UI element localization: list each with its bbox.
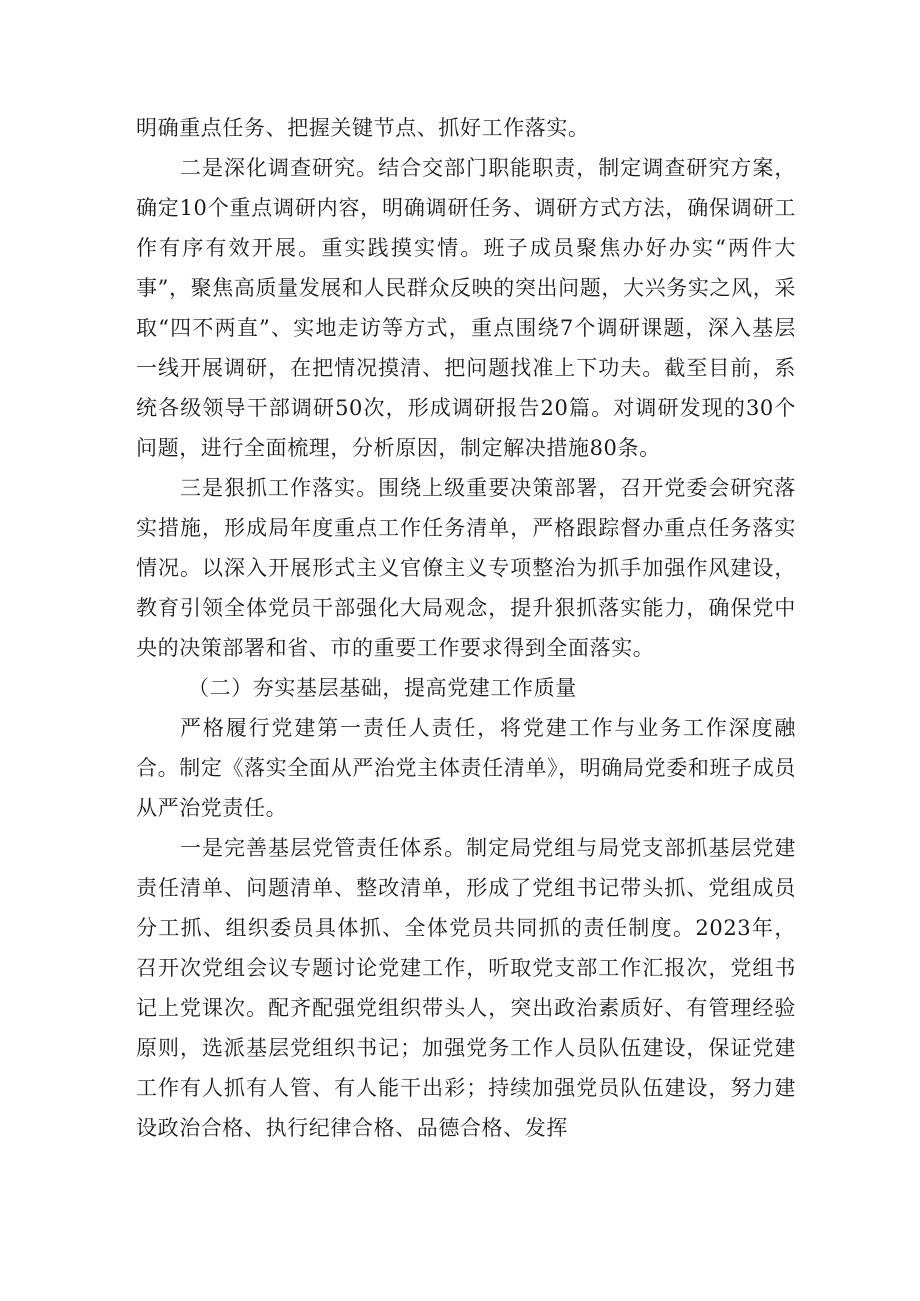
paragraph-deepen-research: 二是深化调查研究。结合交部门职能职责，制定调查研究方案，确定10个重点调研内容，明确调研任务、调研方式方法，确保调研工作有序有效开展。重实践摸实情。班子成员聚焦办好办实“两件大事”，聚焦高质量发展和人民群众反映的突出问题，大兴务实之风，采取“四不两直”、实地走访等方式，重点围绕7个调研课题，深入基层一线开展调研，在把情况摸清、把问题找准上下功夫。截至目前，系统各级领导干部调研50次，形成调研报告20篇。对调研发现的30个问题，进行全面梳理，分析原因，制定解决措施80条。 — [136, 156, 796, 460]
document-body — [136, 108, 796, 1148]
paragraph-grassroots-system: 一是完善基层党管责任体系。制定局党组与局党支部抓基层党建责任清单、问题清单、整改清单，形成了党组书记带头抓、党组成员分工抓、组织委员具体抓、全体党员共同抓的责任制度。2023年，召开次党组会议专题讨论党建工作，听取党支部工作汇报次，党组书记上党课次。配齐配强党组织带头人，突出政治素质好、有管理经验原则，选派基层党组织书记；加强党务工作人员队伍建设，保证党建工作有人抓有人管、有人能干出彩；持续加强党员队伍建设，努力建设政治合格、执行纪律合格、品德合格、发挥 — [136, 836, 796, 1140]
paragraph-implementation: 三是狠抓工作落实。围绕上级重要决策部署，召开党委会研究落实措施，形成局年度重点工作任务清单，严格跟踪督办重点任务落实情况。以深入开展形式主义官僚主义专项整治为抓手加强作风建设，教育引领全体党员干部强化大局观念，提升狠抓落实能力，确保党中央的决策部署和省、市的重要工作要求得到全面落实。 — [136, 476, 796, 660]
section-heading: （二）夯实基层基础，提高党建工作质量 — [188, 676, 577, 700]
paragraph-continuation: 明确重点任务、把握关键节点、抓好工作落实。 — [136, 116, 590, 140]
paragraph-party-responsibility: 严格履行党建第一责任人责任，将党建工作与业务工作深度融合。制定《落实全面从严治党主体责任清单》，明确局党委和班子成员从严治党责任。 — [136, 716, 796, 820]
